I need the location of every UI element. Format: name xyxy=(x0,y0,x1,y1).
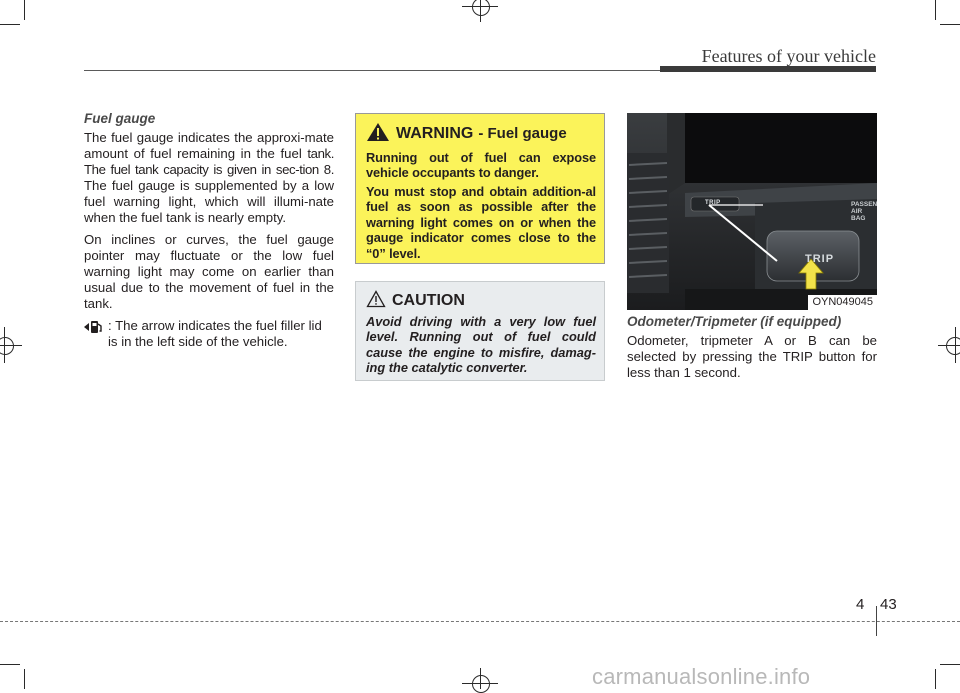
registration-line xyxy=(480,0,481,22)
watermark: carmanualsonline.info xyxy=(592,664,811,689)
warning-title xyxy=(366,122,596,146)
crop-mark xyxy=(940,664,960,665)
warning-subject: - Fuel gauge xyxy=(478,125,567,142)
registration-line xyxy=(955,327,956,363)
crop-mark xyxy=(24,669,25,689)
fuel-gauge-paragraph-2: On inclines or curves, the fuel gauge pointer may fluctuate or the low fuel warning light may come on earlier than usual due to the movement of fuel in the tank. xyxy=(84,232,334,311)
caution-triangle-icon xyxy=(366,290,386,312)
registration-mark-icon xyxy=(472,0,490,16)
photo-trip-label-small: TRIP xyxy=(705,200,721,206)
registration-mark-icon xyxy=(472,675,490,693)
odometer-heading: Odometer/Tripmeter (if equipped) xyxy=(627,314,842,329)
photo-code: OYN049045 xyxy=(808,295,877,310)
registration-line xyxy=(462,683,498,684)
fuel-filler-note xyxy=(84,318,334,350)
chapter-number: 4 xyxy=(856,596,865,613)
caution-box xyxy=(355,281,605,381)
fuel-filler-note-text: : The arrow indicates the fuel filler lid is in the left side of the vehicle. xyxy=(108,318,322,349)
registration-line xyxy=(938,345,960,346)
registration-line xyxy=(462,6,498,7)
photo-passenger-label: PASSEN xyxy=(851,201,877,208)
caution-title xyxy=(366,290,596,312)
fuel-gauge-section xyxy=(84,111,334,350)
warning-box xyxy=(355,113,605,264)
warning-paragraph-1: Running out of fuel can expose vehicle occupants to danger. xyxy=(366,149,596,180)
fuel-pump-arrow-icon xyxy=(84,318,106,350)
trip-button-photo xyxy=(627,113,877,310)
dashboard-illustration xyxy=(627,113,877,310)
odometer-paragraph: Odometer, tripmeter A or B can be selected by pressing the TRIP button for less than 1 second. xyxy=(627,333,877,380)
footer-page-separator xyxy=(876,606,877,636)
crop-mark xyxy=(940,24,960,25)
caution-label: CAUTION xyxy=(392,292,465,309)
registration-mark-icon xyxy=(946,337,960,355)
crop-mark xyxy=(24,0,25,20)
photo-trip-label-large: TRIP xyxy=(805,253,835,265)
odometer-section xyxy=(627,314,877,387)
caution-text: Avoid driving with a very low fuel level. Running out of fuel could cause the engine to misfire, damag-ing the catalytic converter. xyxy=(366,313,596,375)
warning-triangle-icon xyxy=(366,122,390,146)
photo-airbag-label: AIR BAG xyxy=(851,208,866,222)
registration-mark-icon xyxy=(0,337,14,355)
crop-mark xyxy=(935,669,936,689)
fuel-gauge-paragraph-1-part-a: The fuel gauge indicates the approxi-mate amount of fuel remaining in the fuel xyxy=(84,130,334,161)
page-header-title: Features of your vehicle xyxy=(701,46,876,66)
header-accent-bar xyxy=(660,66,876,72)
photo-passenger-airbag-label xyxy=(851,201,877,222)
fuel-gauge-heading: Fuel gauge xyxy=(84,111,156,126)
warning-paragraph-2: You must stop and obtain addition-al fuel as soon as possible after the warning light comes on or when the gauge indicator comes close to the “0” level. xyxy=(366,183,596,261)
crop-mark xyxy=(935,0,936,20)
page-number: 43 xyxy=(880,596,897,613)
crop-mark xyxy=(0,664,20,665)
warning-label: WARNING xyxy=(396,125,474,142)
crop-mark xyxy=(0,24,20,25)
fuel-gauge-paragraph-1-part-c: The fuel gauge is supplemented by a low fuel warning light, which will illumi-nate when the fuel tank is nearly empty. xyxy=(84,178,334,225)
fuel-gauge-paragraph-1-part-b: tank. The fuel tank capacity is given in sec-tion 8. xyxy=(84,146,335,177)
footer-rule xyxy=(0,621,960,622)
fuel-gauge-paragraph-1 xyxy=(84,130,334,226)
registration-line xyxy=(4,327,5,363)
registration-line xyxy=(480,668,481,689)
